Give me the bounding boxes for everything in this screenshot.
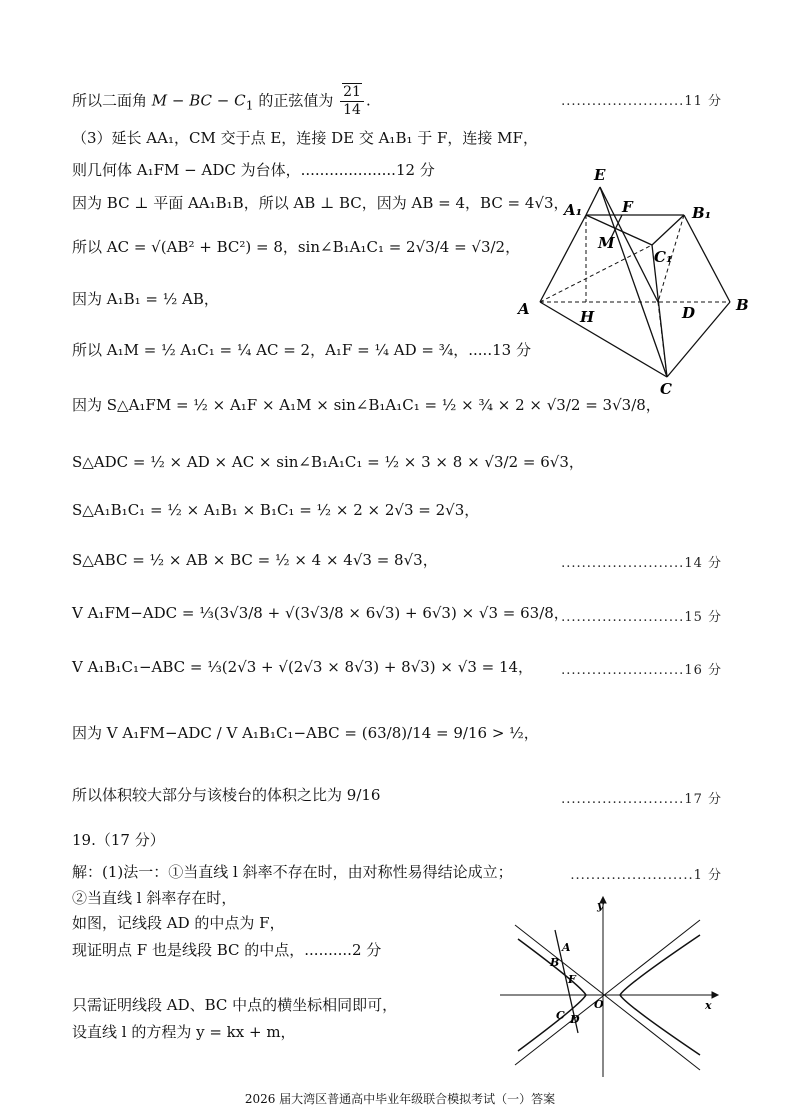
line-l3: 则几何体 A₁FM − ADC 为台体，....................12 分 <box>72 161 435 179</box>
line-l22: 设直线 l 的方程为 y = kx + m， <box>72 1023 296 1041</box>
line-l4: 因为 BC ⊥ 平面 AA₁B₁B，所以 AB ⊥ BC，因为 AB = 4，BC = 4√3， <box>72 194 569 212</box>
x-axis-arrow <box>712 992 718 998</box>
label-x: x <box>705 999 712 1012</box>
edge-c-b <box>667 302 730 377</box>
edge-b1-b <box>684 215 730 302</box>
edge-a-c1-hidden <box>540 245 652 302</box>
line-l16: 19.（17 分） <box>72 831 165 849</box>
label-m: M <box>598 234 615 252</box>
label-a: A <box>562 941 571 954</box>
edge-a-a1 <box>540 215 586 302</box>
label-d: D <box>570 1013 580 1026</box>
label-c: C <box>660 380 672 398</box>
edge-a1-e <box>586 187 600 215</box>
score-l15: ........................17 分 <box>561 792 722 807</box>
hyperbola-figure <box>500 895 722 1080</box>
score-l12: ........................15 分 <box>561 610 722 625</box>
line-l14: 因为 V A₁FM−ADC / V A₁B₁C₁−ABC = (63/8)/14 = 9/16 > ½， <box>72 724 539 742</box>
line-l7: 所以 A₁M = ½ A₁C₁ = ¼ AC = 2，A₁F = ¼ AD = ¾，.....13 分 <box>72 341 531 359</box>
line-l21: 只需证明线段 AD、BC 中点的横坐标相同即可， <box>72 996 398 1014</box>
label-f: F <box>622 198 633 216</box>
score-l13: ........................16 分 <box>561 663 722 678</box>
label-y: y <box>597 899 604 912</box>
line-l18: ②当直线 l 斜率存在时， <box>72 889 237 907</box>
label-a1: A₁ <box>564 201 583 219</box>
label-o: O <box>594 998 604 1011</box>
line-l2: （3）延长 AA₁，CM 交于点 E，连接 DE 交 A₁B₁ 于 F，连接 MF， <box>72 129 538 147</box>
label-f: F <box>568 973 576 986</box>
label-c: C <box>556 1009 565 1022</box>
line-l20: 现证明点 F 也是线段 BC 的中点，..........2 分 <box>72 941 382 959</box>
score-l17: ........................1 分 <box>570 868 722 883</box>
line-l9: S△ADC = ½ × AD × AC × sin∠B₁A₁C₁ = ½ × 3 × 8 × √3/2 = 6√3， <box>72 453 584 471</box>
label-h: H <box>580 308 595 326</box>
edge-a-c <box>540 302 667 377</box>
line-l13: V A₁B₁C₁−ABC = ⅓(2√3 + √(2√3 × 8√3) + 8√3) × √3 = 14， <box>72 658 534 676</box>
label-d: D <box>682 304 696 322</box>
line-l15: 所以体积较大部分与该棱台的体积之比为 9/16 <box>72 786 381 804</box>
line-l6: 因为 A₁B₁ = ½ AB， <box>72 290 219 308</box>
label-b1: B₁ <box>692 204 712 222</box>
frustum-figure <box>512 160 762 400</box>
line-l12: V A₁FM−ADC = ⅓(3√3/8 + √(3√3/8 × 6√3) + 6√3) × √3 = 63/8， <box>72 604 569 622</box>
label-b: B <box>550 956 560 969</box>
asymptote-1 <box>515 925 700 1070</box>
label-c1: C₁ <box>654 248 673 266</box>
label-b: B <box>736 296 749 314</box>
label-e: E <box>594 166 606 184</box>
line-l11: S△ABC = ½ × AB × BC = ½ × 4 × 4√3 = 8√3， <box>72 551 438 569</box>
line-l17: 解：(1)法一：①当直线 l 斜率不存在时，由对称性易得结论成立； <box>72 863 513 881</box>
score-l11: ........................14 分 <box>561 556 722 571</box>
asymptote-2 <box>515 920 700 1065</box>
line-l1: 所以二面角 M − BC − $C_1$ 的正弦值为 $\frac{21}{14}$ . <box>72 84 371 118</box>
label-a: A <box>518 300 530 318</box>
score-l1: ........................11 分 <box>561 94 722 109</box>
line-l8: 因为 S△A₁FM = ½ × A₁F × A₁M × sin∠B₁A₁C₁ = ½ × ¾ × 2 × √3/2 = 3√3/8， <box>72 396 661 414</box>
line-l5: 所以 AC = √(AB² + BC²) = 8，sin∠B₁A₁C₁ = 2√3/4 = √3/2， <box>72 238 521 256</box>
page-footer: 2026 届大湾区普通高中毕业年级联合模拟考试（一）答案 <box>244 1092 556 1106</box>
line-l19: 如图，记线段 AD 的中点为 F， <box>72 914 285 932</box>
line-l10: S△A₁B₁C₁ = ½ × A₁B₁ × B₁C₁ = ½ × 2 × 2√3 = 2√3， <box>72 501 480 519</box>
